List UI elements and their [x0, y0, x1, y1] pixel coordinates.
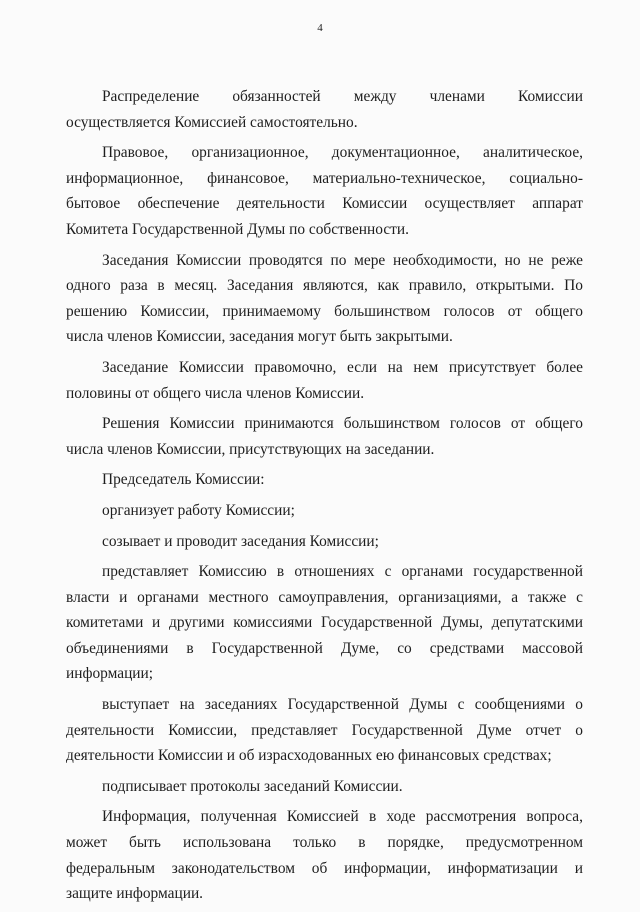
text-line: информации;	[66, 665, 154, 683]
text-line: объединениями в Государственной Думе, со средствами массовой	[66, 639, 583, 657]
text-line: бытовое обеспечение деятельности Комиссии осуществляет аппарат	[66, 195, 583, 213]
paragraph	[66, 355, 583, 406]
text-line: Председатель Комиссии:	[102, 471, 265, 489]
text-line: может быть использована только в порядке, предусмотренном	[66, 834, 583, 852]
text-line: информационное, финансовое, материально-техническое, социально-	[66, 169, 583, 187]
text-line: числа членов Комиссии, присутствующих на заседании.	[66, 440, 435, 458]
paragraph	[66, 692, 583, 769]
text-line: Информация, полученная Комиссией в ходе рассмотрения вопроса,	[102, 808, 583, 826]
text-line: Распределение обязанностей между членами Комиссии	[102, 88, 583, 105]
text-line: Комитета Государственной Думы по собственности.	[66, 220, 409, 238]
paragraph	[66, 248, 583, 350]
text-line: деятельности Комиссии и об израсходованных ею финансовых средствах;	[66, 747, 552, 765]
paragraph	[66, 84, 583, 135]
text-line: власти и органами местного самоуправления, организациями, а также с	[66, 588, 583, 606]
text-line: подписывает протоколы заседаний Комиссии.	[102, 777, 403, 795]
text-line: осуществляется Комиссией самостоятельно.	[66, 113, 358, 131]
text-line: защите информации.	[66, 885, 204, 903]
paragraph	[66, 498, 583, 524]
text-line: Заседание Комиссии правомочно, если на нем присутствует более	[102, 358, 583, 376]
text-line: комитетами и другими комиссиями Государственной Думы, депутатскими	[66, 614, 583, 632]
paragraph	[66, 529, 583, 555]
paragraph	[66, 411, 583, 462]
text-line: представляет Комиссию в отношениях с органами государственной	[102, 563, 583, 581]
paragraph	[66, 804, 583, 906]
text-line: половины от общего числа членов Комиссии.	[66, 384, 365, 402]
text-line: числа членов Комиссии, заседания могут быть закрытыми.	[66, 328, 453, 346]
text-line: федеральным законодательством об информации, информатизации и	[66, 859, 583, 877]
text-line: Правовое, организационное, документационное, аналитическое,	[102, 144, 583, 162]
text-line: деятельности Комиссии, представляет Государственной Думе отчет о	[66, 721, 583, 739]
text-line: выступает на заседаниях Государственной Думы с сообщениями о	[102, 696, 583, 714]
document-body	[66, 84, 583, 912]
text-line: Решения Комиссии принимаются большинством голосов от общего	[102, 415, 583, 433]
text-line: созывает и проводит заседания Комиссии;	[102, 532, 379, 550]
text-line: решению Комиссии, принимаемому большинством голосов от общего	[66, 302, 583, 320]
text-line: организует работу Комиссии;	[102, 501, 295, 519]
text-line: одного раза в месяц. Заседания являются, как правило, открытыми. По	[66, 277, 583, 295]
paragraph	[66, 559, 583, 687]
text-line: Заседания Комиссии проводятся по мере необходимости, но не реже	[102, 251, 583, 269]
paragraph	[66, 467, 583, 493]
paragraph	[66, 774, 583, 800]
paragraph	[66, 140, 583, 242]
page-number: 4	[317, 22, 323, 34]
